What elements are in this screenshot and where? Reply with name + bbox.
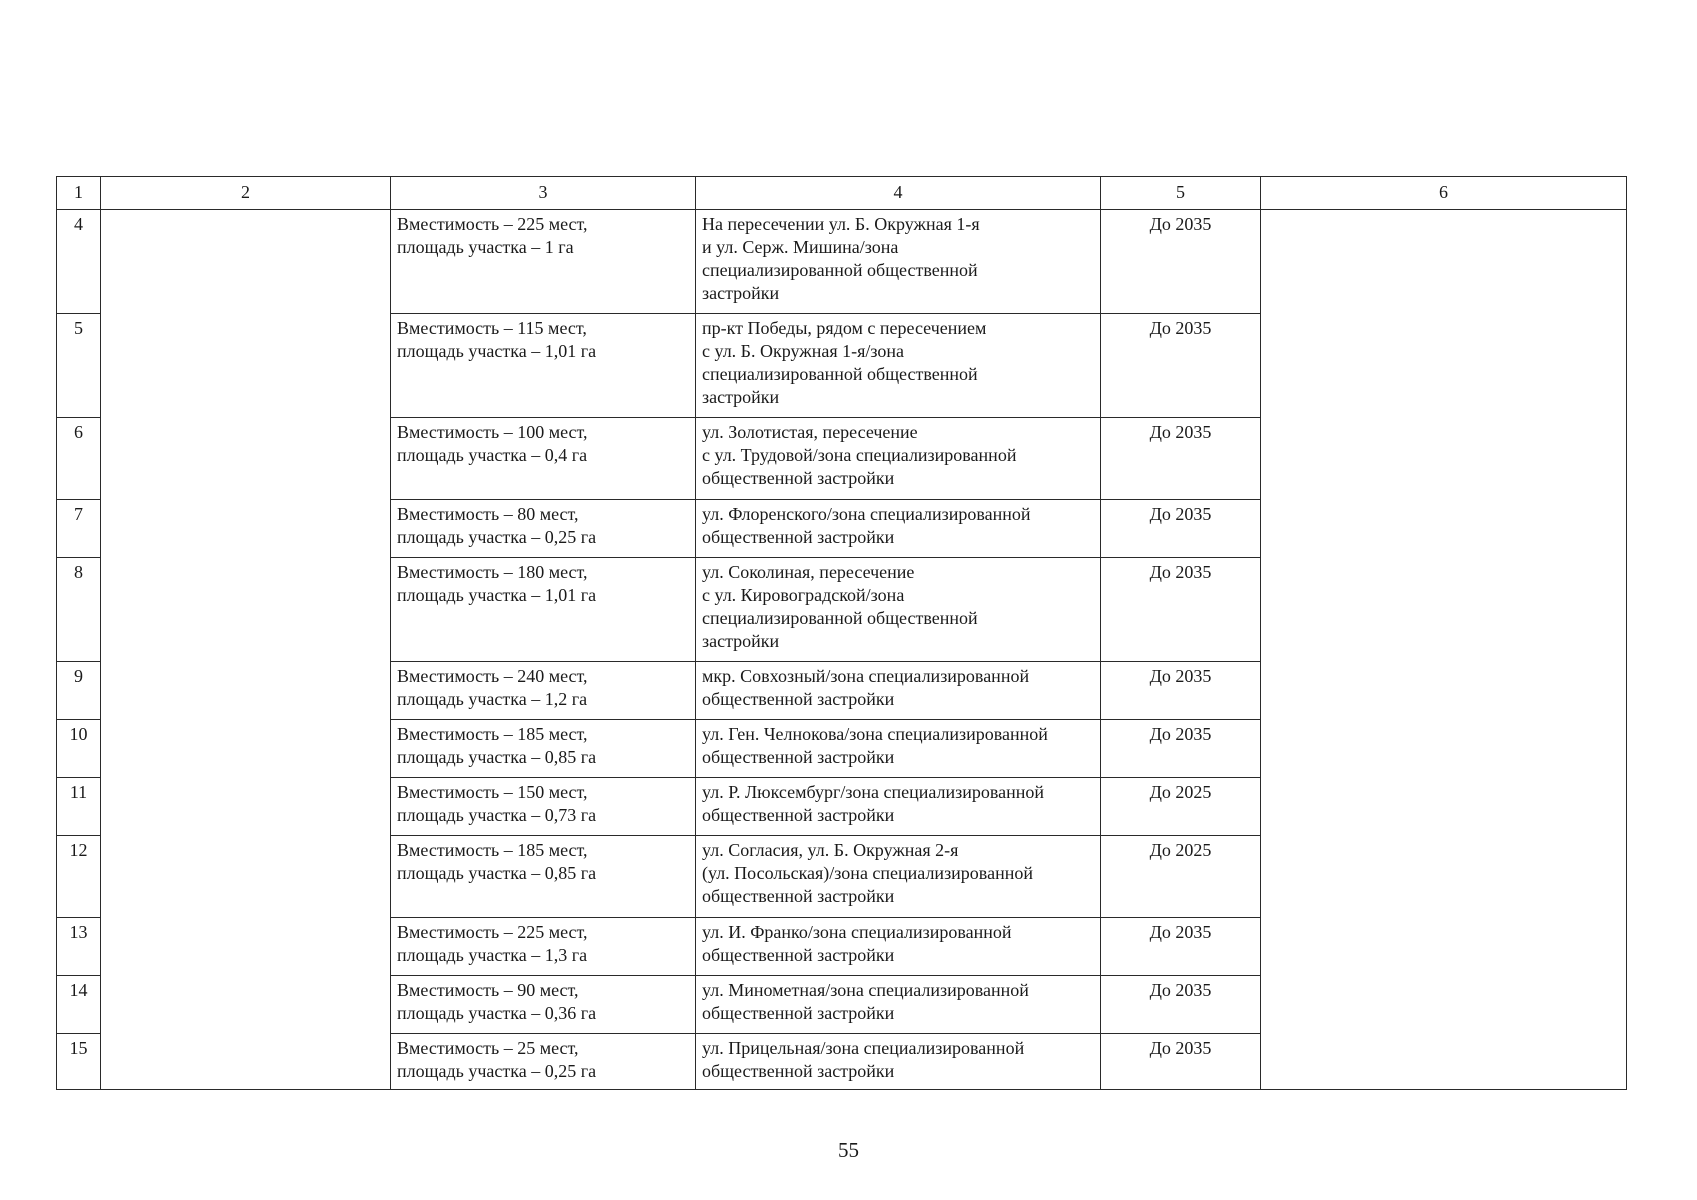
term-cell: До 2035 (1101, 418, 1261, 500)
term-cell: До 2035 (1101, 720, 1261, 778)
row-number: 11 (57, 778, 101, 836)
location-cell: ул. И. Франко/зона специализированной общественной застройки (696, 918, 1101, 976)
term-cell: До 2035 (1101, 500, 1261, 558)
term-cell: До 2035 (1101, 558, 1261, 662)
row-number: 15 (57, 1034, 101, 1090)
capacity-cell: Вместимость – 185 мест, площадь участка – 0,85 га (391, 720, 696, 778)
column-header-5: 5 (1101, 177, 1261, 210)
capacity-cell: Вместимость – 25 мест, площадь участка – 0,25 га (391, 1034, 696, 1090)
capacity-cell: Вместимость – 225 мест, площадь участка – 1,3 га (391, 918, 696, 976)
column-header-6: 6 (1261, 177, 1627, 210)
row-number: 4 (57, 210, 101, 314)
capacity-cell: Вместимость – 80 мест, площадь участка – 0,25 га (391, 500, 696, 558)
capacity-cell: Вместимость – 150 мест, площадь участка – 0,73 га (391, 778, 696, 836)
capacity-cell: Вместимость – 185 мест, площадь участка – 0,85 га (391, 836, 696, 918)
term-cell: До 2025 (1101, 836, 1261, 918)
row-number: 9 (57, 662, 101, 720)
row-number: 13 (57, 918, 101, 976)
term-cell: До 2025 (1101, 778, 1261, 836)
location-cell: ул. Соколиная, пересечение с ул. Кировоградской/зона специализированной общественной застройки (696, 558, 1101, 662)
page-number: 55 (838, 1138, 859, 1162)
column-header-4: 4 (696, 177, 1101, 210)
term-cell: До 2035 (1101, 314, 1261, 418)
term-cell: До 2035 (1101, 662, 1261, 720)
term-cell: До 2035 (1101, 918, 1261, 976)
location-cell: ул. Р. Люксембург/зона специализированной общественной застройки (696, 778, 1101, 836)
capacity-cell: Вместимость – 100 мест, площадь участка – 0,4 га (391, 418, 696, 500)
term-cell: До 2035 (1101, 976, 1261, 1034)
capacity-cell: Вместимость – 90 мест, площадь участка – 0,36 га (391, 976, 696, 1034)
column-header-2: 2 (101, 177, 391, 210)
location-cell: пр-кт Победы, рядом с пересечением с ул. Б. Окружная 1-я/зона специализированной общественной застройки (696, 314, 1101, 418)
column-header-3: 3 (391, 177, 696, 210)
capacity-cell: Вместимость – 225 мест, площадь участка – 1 га (391, 210, 696, 314)
location-cell: мкр. Совхозный/зона специализированной общественной застройки (696, 662, 1101, 720)
row-number: 10 (57, 720, 101, 778)
header-row (57, 177, 1627, 210)
location-cell: ул. Золотистая, пересечение с ул. Трудовой/зона специализированной общественной застройки (696, 418, 1101, 500)
row-number: 14 (57, 976, 101, 1034)
row-number: 6 (57, 418, 101, 500)
table-row (57, 210, 1627, 314)
location-cell: ул. Минометная/зона специализированной общественной застройки (696, 976, 1101, 1034)
merged-blank-cell-col6 (1261, 210, 1627, 1090)
location-cell: ул. Прицельная/зона специализированной общественной застройки (696, 1034, 1101, 1090)
capacity-cell: Вместимость – 115 мест, площадь участка – 1,01 га (391, 314, 696, 418)
column-header-1: 1 (57, 177, 101, 210)
data-table (56, 176, 1627, 1090)
term-cell: До 2035 (1101, 1034, 1261, 1090)
capacity-cell: Вместимость – 240 мест, площадь участка – 1,2 га (391, 662, 696, 720)
location-cell: На пересечении ул. Б. Окружная 1-я и ул. Серж. Мишина/зона специализированной общественной застройки (696, 210, 1101, 314)
row-number: 12 (57, 836, 101, 918)
row-number: 5 (57, 314, 101, 418)
capacity-cell: Вместимость – 180 мест, площадь участка – 1,01 га (391, 558, 696, 662)
location-cell: ул. Согласия, ул. Б. Окружная 2-я (ул. Посольская)/зона специализированной общественной застройки (696, 836, 1101, 918)
row-number: 7 (57, 500, 101, 558)
row-number: 8 (57, 558, 101, 662)
term-cell: До 2035 (1101, 210, 1261, 314)
location-cell: ул. Флоренского/зона специализированной общественной застройки (696, 500, 1101, 558)
merged-blank-cell-col2 (101, 210, 391, 1090)
location-cell: ул. Ген. Челнокова/зона специализированной общественной застройки (696, 720, 1101, 778)
